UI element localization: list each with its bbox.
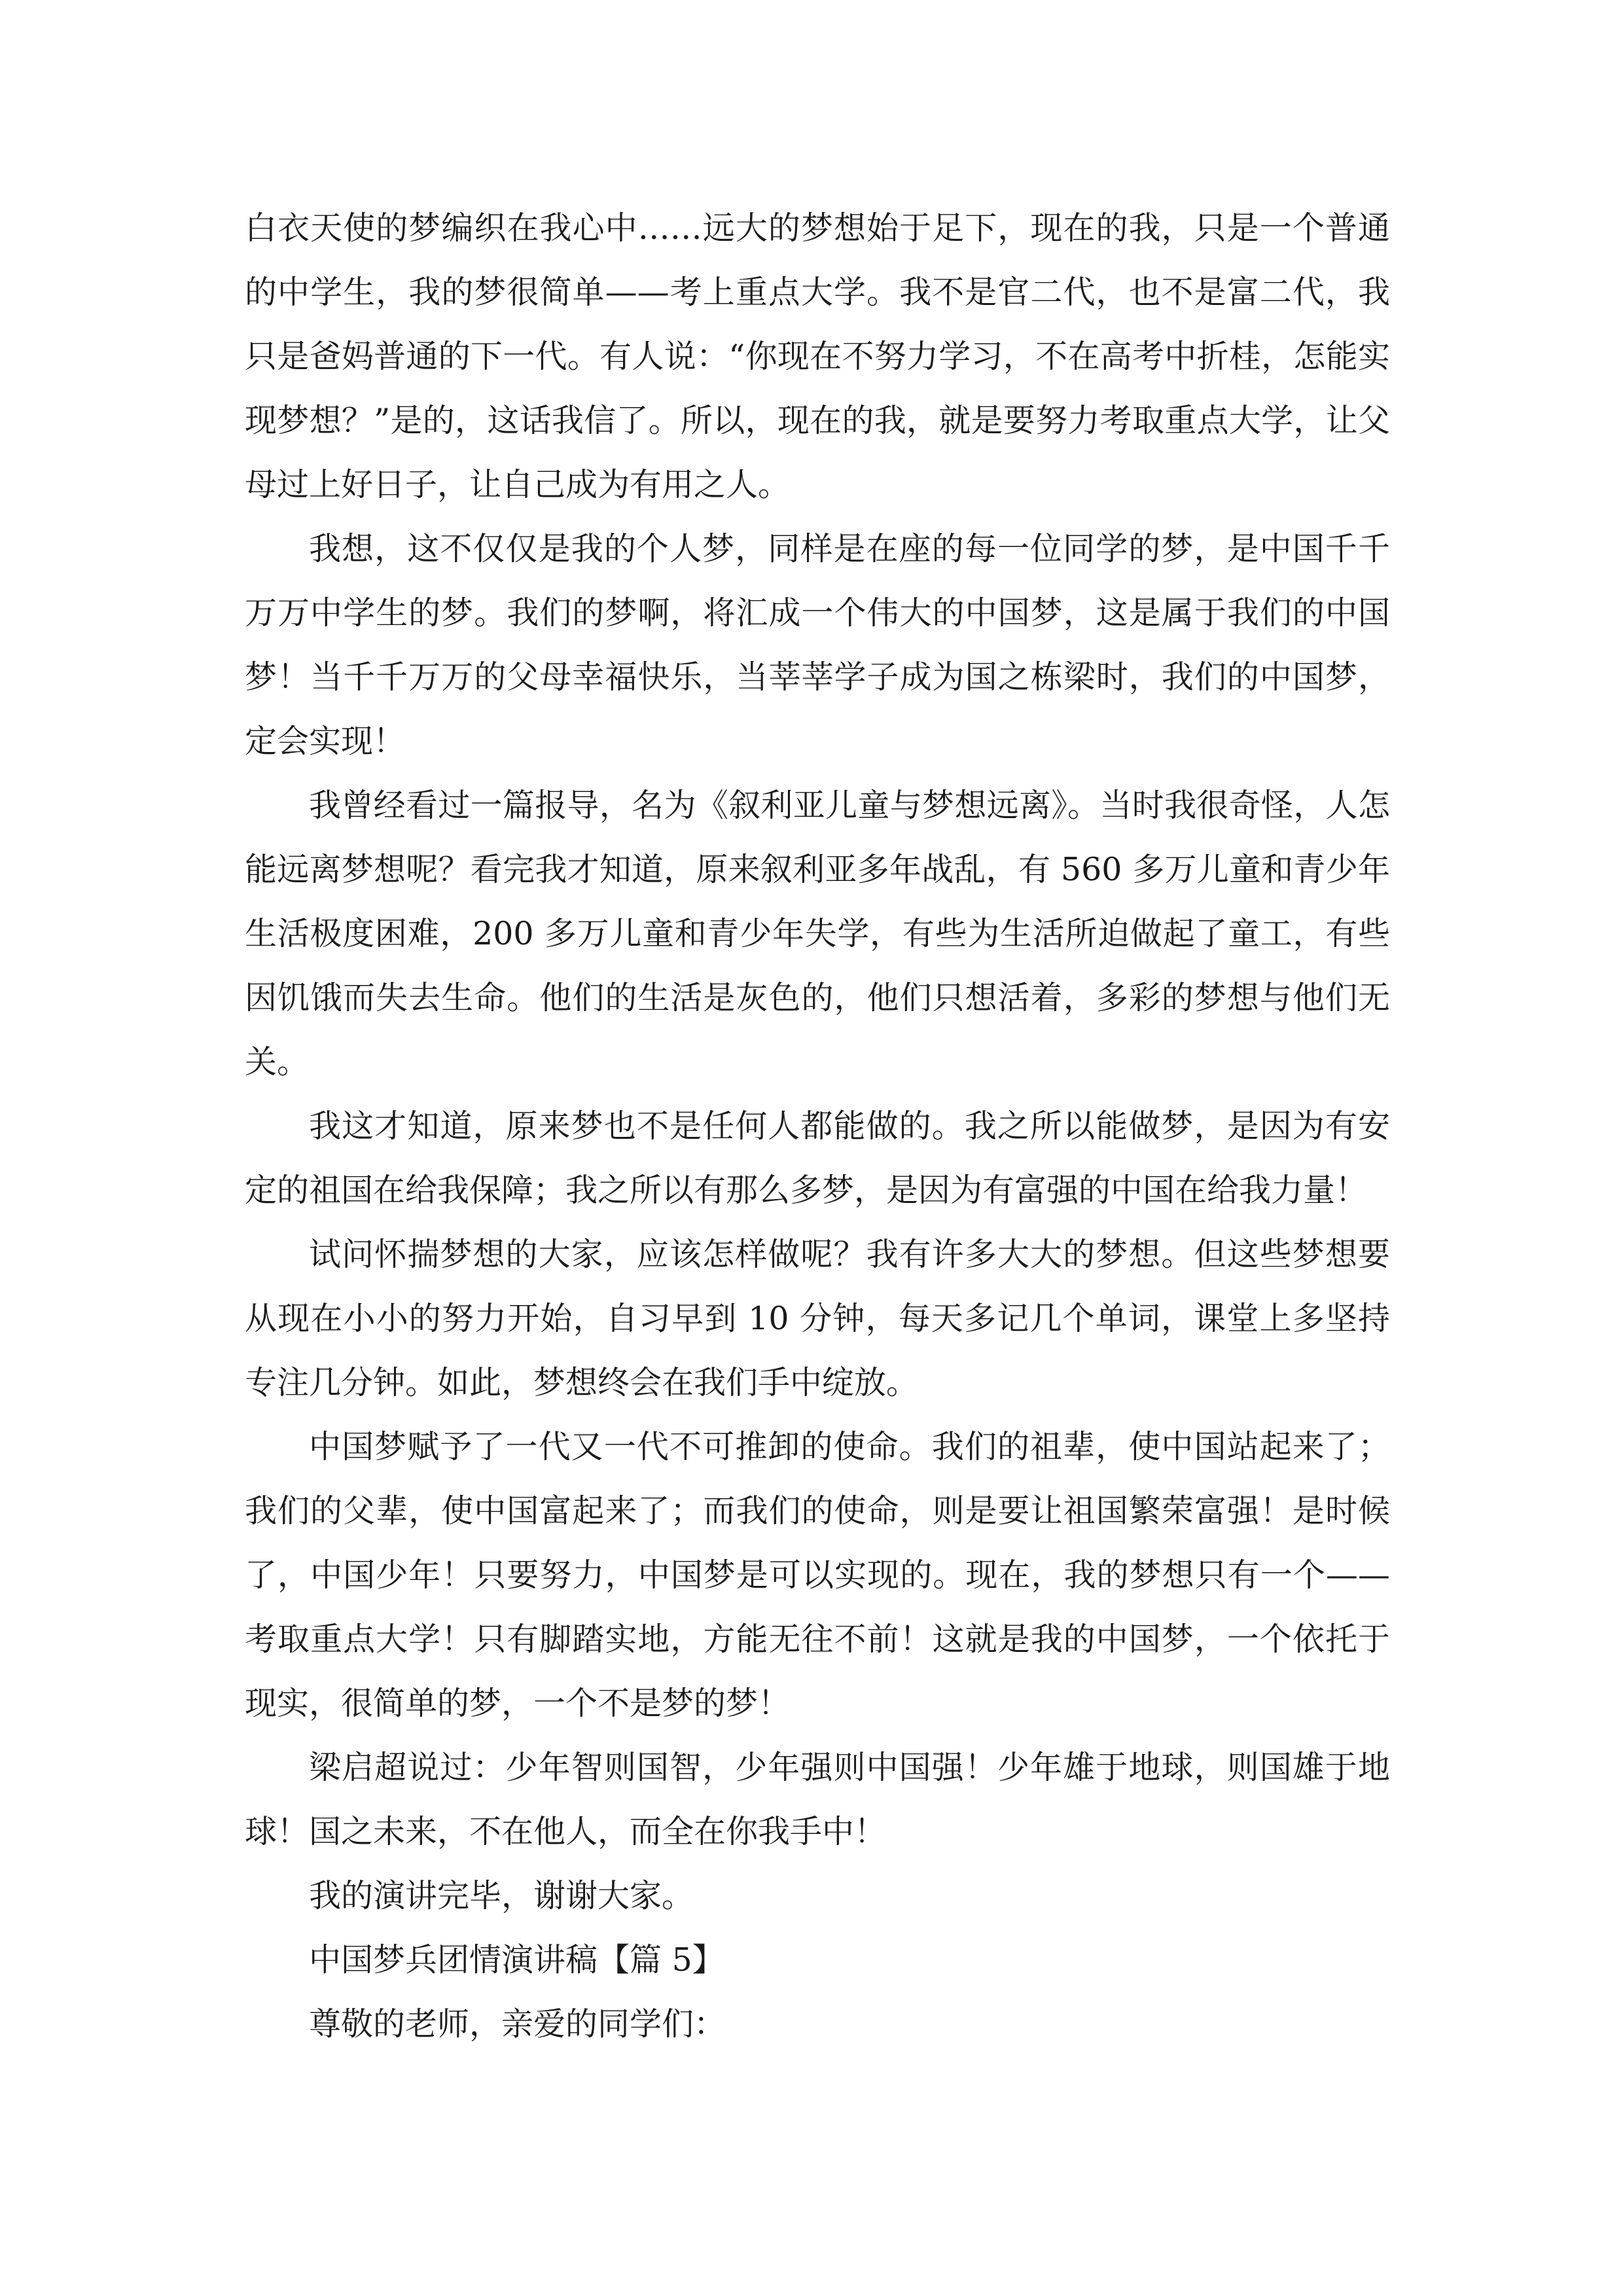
salutation: 尊敬的老师，亲爱的同学们： bbox=[309, 2005, 726, 2043]
paragraph-continuation: 白衣天使的梦编织在我心中……远大的梦想始于足下，现在的我，只是一个普通的中学生，我的梦很简单——考上重点大学。我不是官二代，也不是富二代，我只是爸妈普通的下一代。有人说：“你现在不努力学习，不在高考中折桂，怎能实现梦想？”是的，这话我信了。所以，现在的我，就是要努力考取重点大学，让父母过上好日子，让自己成为有用之人。 bbox=[245, 209, 1390, 503]
paragraph: 试问怀揣梦想的大家，应该怎样做呢？我有许多大大的梦想。但这些梦想要从现在小小的努力开始，自习早到 10 分钟，每天多记几个单词，课堂上多坚持专注几分钟。如此，梦想终会在我们手中绽放。 bbox=[245, 1236, 1390, 1401]
paragraph: 中国梦赋予了一代又一代不可推卸的使命。我们的祖辈，使中国站起来了；我们的父辈，使中国富起来了；而我们的使命，则是要让祖国繁荣富强！是时候了，中国少年！只要努力，中国梦是可以实现的。现在，我的梦想只有一个——考取重点大学！只有脚踏实地，方能无往不前！这就是我的中国梦，一个依托于现实，很简单的梦，一个不是梦的梦！ bbox=[245, 1428, 1390, 1722]
paragraph: 我想，这不仅仅是我的个人梦，同样是在座的每一位同学的梦，是中国千千万万中学生的梦。我们的梦啊，将汇成一个伟大的中国梦，这是属于我们的中国梦！当千千万万的父母幸福快乐，当莘莘学子成为国之栋梁时，我们的中国梦，定会实现！ bbox=[245, 530, 1390, 760]
paragraph: 我曾经看过一篇报导，名为《叙利亚儿童与梦想远离》。当时我很奇怪，人怎能远离梦想呢？看完我才知道，原来叙利亚多年战乱，有 560 多万儿童和青少年生活极度困难，200 多万儿童和青少年失学，有些为生活所迫做起了童工，有些因饥饿而失去生命。他们的生活是灰色的，他们只想活着，多彩的梦想与他们无关。 bbox=[245, 787, 1390, 1081]
closing-line: 我的演讲完毕，谢谢大家。 bbox=[309, 1877, 694, 1914]
document-page bbox=[245, 196, 1390, 2056]
paragraph: 梁启超说过：少年智则国智，少年强则中国强！少年雄于地球，则国雄于地球！国之未来，不在他人，而全在你我手中！ bbox=[245, 1749, 1390, 1850]
section-heading: 中国梦兵团情演讲稿【篇 5】 bbox=[309, 1941, 724, 1979]
paragraph: 我这才知道，原来梦也不是任何人都能做的。我之所以能做梦，是因为有安定的祖国在给我保障；我之所以有那么多梦，是因为有富强的中国在给我力量！ bbox=[245, 1107, 1390, 1209]
